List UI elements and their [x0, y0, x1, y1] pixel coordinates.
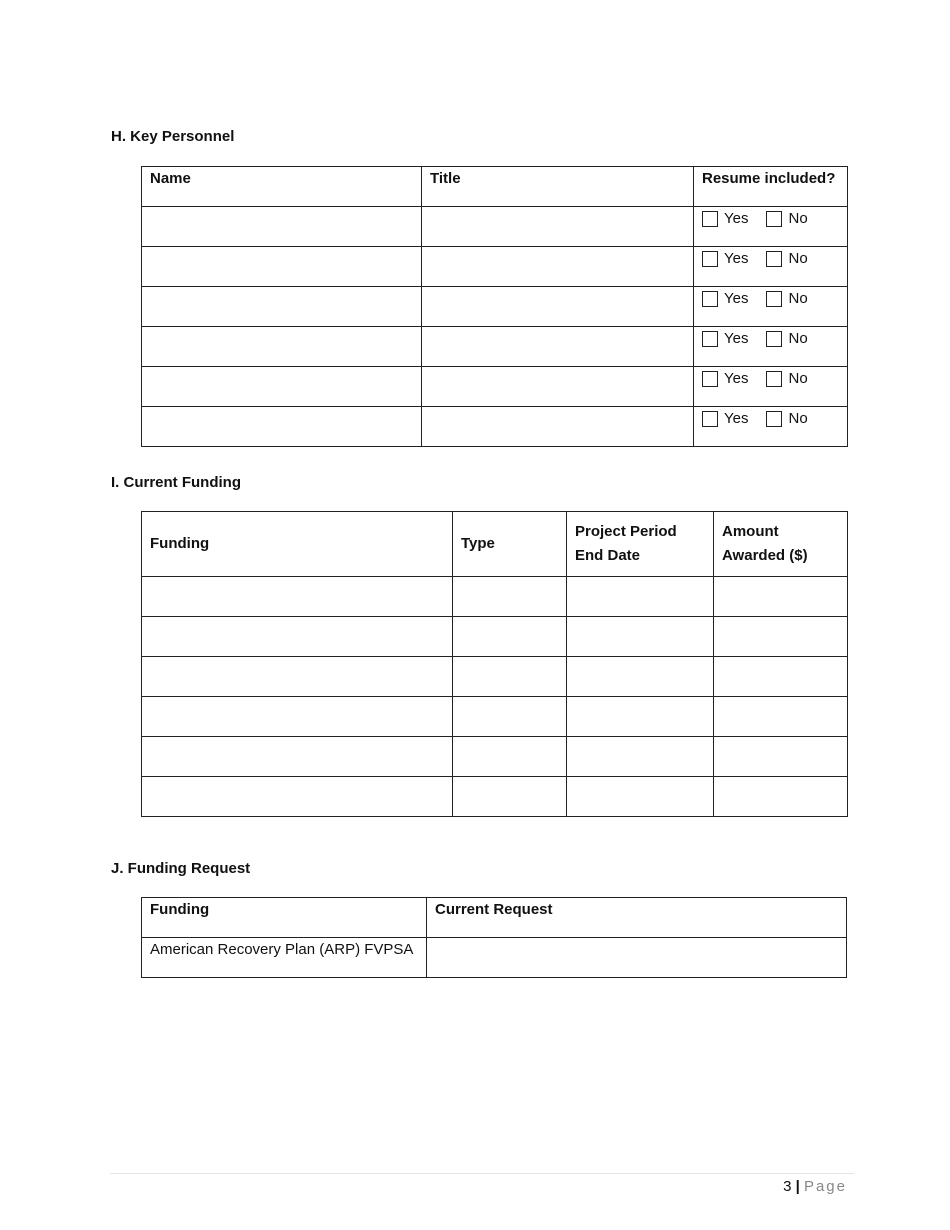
column-header-funding: Funding [142, 898, 427, 938]
title-cell[interactable] [422, 287, 694, 327]
title-cell[interactable] [422, 407, 694, 447]
table-row [142, 657, 848, 697]
table-row [142, 617, 848, 657]
column-header-name: Name [142, 167, 422, 207]
column-header-project-period-end-date: Project Period End Date [567, 512, 714, 577]
column-header-type: Type [453, 512, 567, 577]
yes-no-options [702, 370, 839, 387]
footer-separator: | [795, 1178, 800, 1195]
amount-cell[interactable] [714, 657, 848, 697]
yes-no-options [702, 210, 839, 227]
yes-label: Yes [724, 410, 749, 427]
yes-checkbox[interactable] [702, 411, 718, 427]
end-date-cell[interactable] [567, 617, 714, 657]
no-checkbox[interactable] [766, 411, 782, 427]
table-row [142, 577, 848, 617]
type-cell[interactable] [453, 577, 567, 617]
table-row [142, 407, 848, 447]
page-number: 3 [783, 1178, 792, 1195]
end-date-cell[interactable] [567, 697, 714, 737]
type-cell[interactable] [453, 737, 567, 777]
table-row [142, 697, 848, 737]
amount-cell[interactable] [714, 617, 848, 657]
type-cell[interactable] [453, 617, 567, 657]
funding-request-table [141, 897, 847, 978]
name-cell[interactable] [142, 207, 422, 247]
type-cell[interactable] [453, 777, 567, 817]
resume-cell [694, 247, 848, 287]
no-checkbox[interactable] [766, 251, 782, 267]
current-funding-table [141, 511, 848, 817]
funding-cell[interactable] [142, 737, 453, 777]
section-heading-key-personnel: H. Key Personnel [111, 128, 235, 145]
funding-cell[interactable] [142, 577, 453, 617]
title-cell[interactable] [422, 247, 694, 287]
no-checkbox[interactable] [766, 331, 782, 347]
no-label: No [788, 250, 808, 267]
section-heading-current-funding: I. Current Funding [111, 474, 241, 491]
title-cell[interactable] [422, 367, 694, 407]
table-row [142, 367, 848, 407]
resume-cell [694, 367, 848, 407]
key-personnel-table [141, 166, 848, 447]
amount-cell[interactable] [714, 577, 848, 617]
funding-cell[interactable] [142, 657, 453, 697]
yes-no-options [702, 330, 839, 347]
column-header-title: Title [422, 167, 694, 207]
yes-no-options [702, 410, 839, 427]
column-header-funding: Funding [142, 512, 453, 577]
no-label: No [788, 210, 808, 227]
no-label: No [788, 330, 808, 347]
no-label: No [788, 370, 808, 387]
footer-divider [110, 1173, 854, 1174]
yes-label: Yes [724, 370, 749, 387]
name-cell[interactable] [142, 327, 422, 367]
no-checkbox[interactable] [766, 291, 782, 307]
amount-cell[interactable] [714, 737, 848, 777]
table-row [142, 777, 848, 817]
no-label: No [788, 410, 808, 427]
type-cell[interactable] [453, 657, 567, 697]
resume-cell [694, 407, 848, 447]
funding-cell[interactable] [142, 777, 453, 817]
table-row [142, 737, 848, 777]
table-row [142, 327, 848, 367]
name-cell[interactable] [142, 287, 422, 327]
yes-label: Yes [724, 250, 749, 267]
yes-label: Yes [724, 330, 749, 347]
resume-cell [694, 327, 848, 367]
name-cell[interactable] [142, 367, 422, 407]
yes-checkbox[interactable] [702, 251, 718, 267]
resume-cell [694, 207, 848, 247]
funding-cell[interactable] [142, 697, 453, 737]
yes-label: Yes [724, 210, 749, 227]
yes-checkbox[interactable] [702, 371, 718, 387]
yes-checkbox[interactable] [702, 211, 718, 227]
funding-request-funding-cell: American Recovery Plan (ARP) FVPSA [142, 938, 427, 978]
yes-no-options [702, 290, 839, 307]
title-cell[interactable] [422, 207, 694, 247]
table-row [142, 287, 848, 327]
column-header-current-request: Current Request [427, 898, 847, 938]
yes-checkbox[interactable] [702, 291, 718, 307]
page-label: Page [803, 1178, 847, 1195]
no-checkbox[interactable] [766, 371, 782, 387]
amount-cell[interactable] [714, 697, 848, 737]
page-footer [783, 1178, 847, 1195]
yes-label: Yes [724, 290, 749, 307]
yes-no-options [702, 250, 839, 267]
table-row [142, 938, 847, 978]
column-header-resume: Resume included? [694, 167, 848, 207]
table-row [142, 247, 848, 287]
type-cell[interactable] [453, 697, 567, 737]
end-date-cell[interactable] [567, 777, 714, 817]
column-header-amount-awarded: Amount Awarded ($) [714, 512, 848, 577]
amount-cell[interactable] [714, 777, 848, 817]
funding-request-amount-cell[interactable] [427, 938, 847, 978]
yes-checkbox[interactable] [702, 331, 718, 347]
no-checkbox[interactable] [766, 211, 782, 227]
name-cell[interactable] [142, 247, 422, 287]
name-cell[interactable] [142, 407, 422, 447]
end-date-cell[interactable] [567, 577, 714, 617]
title-cell[interactable] [422, 327, 694, 367]
table-row [142, 207, 848, 247]
end-date-cell[interactable] [567, 657, 714, 697]
funding-cell[interactable] [142, 617, 453, 657]
section-heading-funding-request: J. Funding Request [111, 860, 251, 877]
resume-cell [694, 287, 848, 327]
end-date-cell[interactable] [567, 737, 714, 777]
no-label: No [788, 290, 808, 307]
